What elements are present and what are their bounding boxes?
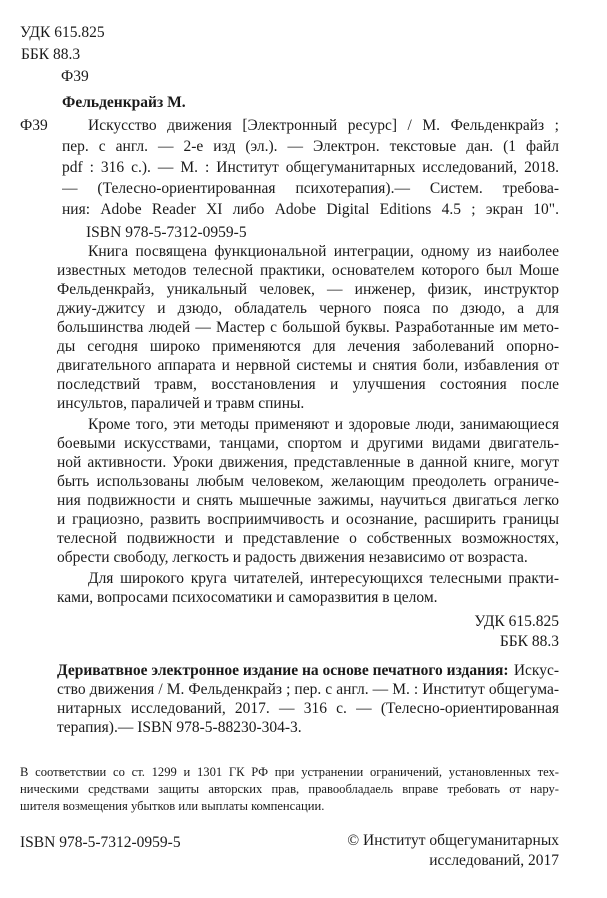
bbk-code: ББК 88.3 bbox=[21, 46, 81, 63]
annotation-line: ной активности. Уроки движения, представленные в данной книге, могут bbox=[57, 454, 559, 471]
bib-line: — (Телесно-ориентированная психотерапия).— Систем. требова- bbox=[62, 180, 559, 197]
annotation-line: быть использованы любым человеком, желающим преодолеть ограниче- bbox=[57, 473, 559, 490]
copyright-line-2: исследований, 2017 bbox=[429, 852, 559, 869]
isbn-bibliographic: ISBN 978-5-7312-0959-5 bbox=[86, 224, 247, 241]
author-mark: Ф39 bbox=[61, 68, 89, 85]
author-name: Фельденкрайз М. bbox=[62, 94, 186, 111]
derivative-line: нитарных исследований, 2017. — 316 с. — (Телесно-ориентированная bbox=[57, 700, 559, 717]
legal-line: В соответствии со ст. 1299 и 1301 ГК РФ при устранении ограничений, установленных тех- bbox=[20, 765, 559, 779]
derivative-first-line-rest: Искус- bbox=[513, 662, 559, 679]
annotation-line: большинства людей — Мастер с большой буквы. Разработанные им мето- bbox=[57, 319, 559, 336]
annotation-line: последствий травм, восстановления и улучшения состояния после bbox=[57, 376, 559, 393]
derivative-line: терапия).— ISBN 978-5-88230-304-3. bbox=[57, 719, 302, 736]
udk-code-right: УДК 615.825 bbox=[474, 613, 559, 630]
derivative-first-line bbox=[57, 662, 559, 680]
annotation-line: инсультов, параличей и травм спины. bbox=[57, 395, 305, 412]
annotation-line: ды сегодня широко применяются для лечения заболеваний опорно- bbox=[57, 338, 559, 355]
annotation-line: двигательного аппарата и нервной системы и снятия боли, избавления от bbox=[57, 357, 559, 374]
bib-line: ния: Adobe Reader XI либо Adobe Digital Editions 4.5 ; экран 10". bbox=[62, 201, 559, 218]
annotation-line: Книга посвящена функциональной интеграции, одному из наиболее bbox=[88, 243, 559, 260]
annotation-line: известных методов телесной практики, основателем которого был Моше bbox=[57, 262, 559, 279]
annotation-line: ками, вопросами психосоматики и саморазвития в целом. bbox=[57, 589, 438, 606]
bib-line: Искусство движения [Электронный ресурс] / М. Фельденкрайз ; bbox=[88, 117, 559, 134]
bibliographic-mark: Ф39 bbox=[20, 117, 48, 134]
bib-line: пер. с англ. — 2-е изд (эл.). — Электрон. текстовые дан. (1 файл bbox=[62, 138, 559, 155]
bbk-code-right: ББК 88.3 bbox=[499, 633, 559, 650]
legal-line: ническими средствами защиты авторских прав, правообладаель вправе требовать от нару- bbox=[20, 782, 559, 796]
copyright-line-1: © Институт общегуманитарных bbox=[347, 832, 559, 849]
legal-line: шителя возмещения убытков или выплаты компенсации. bbox=[20, 799, 325, 813]
bib-line: pdf : 316 с.). — М. : Институт общегуманитарных исследований, 2018. bbox=[62, 159, 559, 176]
annotation-line: ния подвижности и снять мышечные зажимы, научиться двигаться легко bbox=[57, 492, 559, 509]
annotation-line: Для широкого круга читателей, интересующихся телесными практи- bbox=[88, 570, 559, 587]
derivative-label: Дериватвное электронное издание на основе печатного издания: bbox=[57, 662, 509, 679]
annotation-line: и грациозно, развить восприимчивость и осознание, расширить границы bbox=[57, 511, 559, 528]
annotation-line: телесной подвижности и представление о собственных возможностях, bbox=[57, 530, 559, 547]
annotation-line: Фельденкрайз, уникальный человек, — инженер, физик, инструктор bbox=[57, 281, 559, 298]
annotation-line: джиу-джитсу и дзюдо, обладатель черного пояса по дзюдо, а для bbox=[57, 300, 559, 317]
udk-code: УДК 615.825 bbox=[20, 24, 105, 41]
derivative-line: ство движения / М. Фельденкрайз ; пер. с англ. — М. : Институт общегума- bbox=[57, 681, 559, 698]
annotation-line: Кроме того, эти методы применяют и здоровые люди, занимающиеся bbox=[88, 416, 559, 433]
annotation-line: обрести свободу, легкость и радость движения независимо от возраста. bbox=[57, 549, 528, 566]
annotation-line: боевыми искусствами, танцами, спортом и другими видами двигатель- bbox=[57, 435, 559, 452]
isbn-footer: ISBN 978-5-7312-0959-5 bbox=[20, 834, 181, 851]
